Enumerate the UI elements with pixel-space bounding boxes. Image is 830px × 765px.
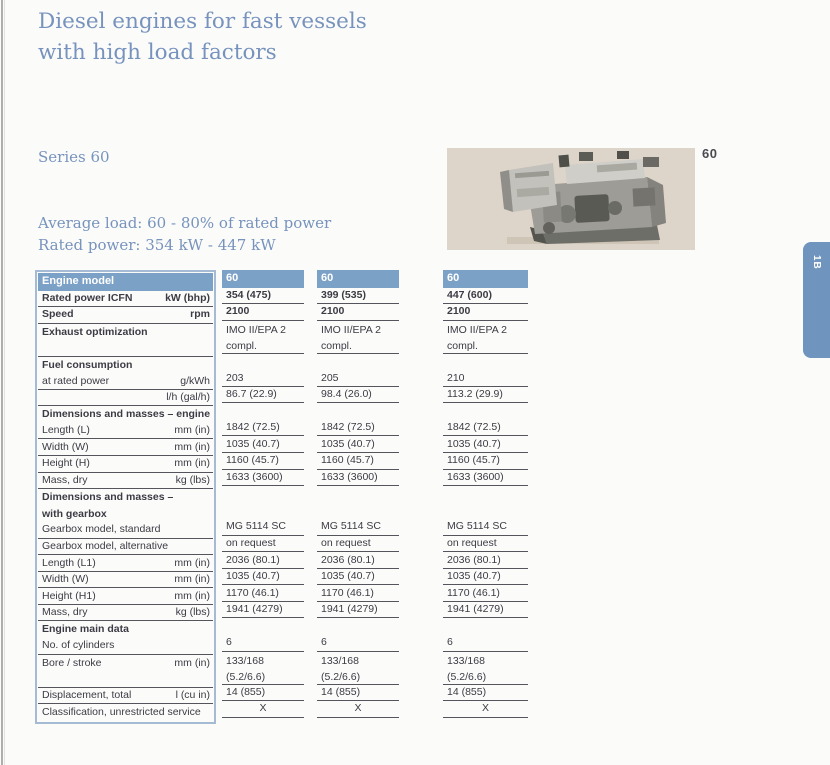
spec-row-unit: mm (in) xyxy=(174,424,210,437)
spec-label-column xyxy=(35,270,216,724)
spec-row-label xyxy=(38,605,213,622)
spec-cell: 1035 (40.7) xyxy=(317,436,399,453)
spec-section-label: Dimensions and masses – engine xyxy=(42,408,211,421)
spec-section-label: with gearbox xyxy=(42,507,107,520)
spec-row-label-text: Height (H) xyxy=(42,457,90,470)
page-left-edge-inner xyxy=(4,0,5,765)
spec-row-label-text: Speed xyxy=(42,308,74,321)
spec-cell: 14 (855) xyxy=(317,685,399,702)
spec-row-unit: mm (in) xyxy=(174,589,210,602)
spec-cell xyxy=(317,321,399,354)
spec-row-label xyxy=(38,588,213,605)
spec-cell-line: IMO II/EPA 2 xyxy=(447,323,507,336)
spec-cell: X xyxy=(222,701,304,718)
spec-row-label-text: Width (W) xyxy=(42,440,89,453)
page-left-edge xyxy=(1,0,3,765)
spec-section-spacer xyxy=(317,618,399,635)
spec-cell: 2036 (80.1) xyxy=(443,552,528,569)
spec-section-label: Dimensions and masses – xyxy=(42,491,174,504)
spec-data-column xyxy=(317,270,399,718)
spec-row-label-text: Displacement, total xyxy=(42,688,132,701)
section-tab xyxy=(803,242,830,358)
spec-cell: on request xyxy=(317,536,399,553)
spec-cell: 1035 (40.7) xyxy=(317,569,399,586)
series-label: Series 60 xyxy=(38,148,110,166)
spec-row-label-text: Exhaust optimization xyxy=(42,325,148,338)
spec-row-label-text: Rated power ICFN xyxy=(42,291,133,304)
spec-section-spacer xyxy=(317,486,399,519)
spec-row-label xyxy=(38,373,213,390)
spec-cell: on request xyxy=(222,536,304,553)
spec-column-header: 60 xyxy=(443,270,528,288)
spec-cell: 210 xyxy=(443,370,528,387)
spec-cell: 6 xyxy=(317,635,399,652)
spec-row-label-text: Length (L1) xyxy=(42,556,96,569)
spec-row-unit: g/kWh xyxy=(180,374,210,387)
spec-row-label xyxy=(38,456,213,473)
spec-row-unit: l/h (gal/h) xyxy=(166,391,210,404)
spec-row-unit: kW (bhp) xyxy=(165,291,210,304)
spec-cell-line: IMO II/EPA 2 xyxy=(226,323,286,336)
spec-row-label xyxy=(38,473,213,490)
spec-cell: 354 (475) xyxy=(222,288,304,305)
spec-cell: 113.2 (29.9) xyxy=(443,387,528,404)
spec-cell-line: (5.2/6.6) xyxy=(447,670,487,683)
spec-cell: X xyxy=(443,701,528,718)
page-title xyxy=(38,6,367,68)
spec-row-label-text: Bore / stroke xyxy=(42,656,102,669)
spec-label-header: Engine model xyxy=(38,273,213,291)
spec-row-unit: rpm xyxy=(190,308,210,321)
spec-cell: 1842 (72.5) xyxy=(317,420,399,437)
spec-cell xyxy=(443,652,528,685)
spec-row-label-text: Mass, dry xyxy=(42,606,88,619)
average-load-text: Average load: 60 - 80% of rated power xyxy=(38,214,332,232)
engine-number-label: 60 xyxy=(702,146,718,161)
spec-cell: 2100 xyxy=(443,304,528,321)
spec-cell-line: compl. xyxy=(321,339,352,352)
spec-cell-line: 133/168 xyxy=(226,654,264,667)
spec-cell-line: 133/168 xyxy=(447,654,485,667)
spec-cell: 1160 (45.7) xyxy=(443,453,528,470)
spec-row-label xyxy=(38,307,213,324)
spec-section-spacer xyxy=(222,403,304,420)
spec-cell: 1941 (4279) xyxy=(317,602,399,619)
page-title-line2: with high load factors xyxy=(38,40,277,65)
spec-cell: 6 xyxy=(222,635,304,652)
spec-cell: 98.4 (26.0) xyxy=(317,387,399,404)
spec-cell xyxy=(222,321,304,354)
spec-cell: 1035 (40.7) xyxy=(443,436,528,453)
spec-cell: 1035 (40.7) xyxy=(222,436,304,453)
spec-cell xyxy=(222,652,304,685)
spec-row-label-text: Length (L) xyxy=(42,424,90,437)
spec-cell: 2100 xyxy=(222,304,304,321)
engine-photo xyxy=(447,148,695,250)
spec-section-spacer xyxy=(222,618,304,635)
spec-row-unit: l (cu in) xyxy=(175,688,210,701)
spec-cell: 1170 (46.1) xyxy=(443,585,528,602)
spec-row-label-text: No. of cylinders xyxy=(42,639,115,652)
spec-cell-line: compl. xyxy=(447,339,478,352)
spec-row-label xyxy=(38,522,213,539)
spec-table xyxy=(35,270,531,719)
spec-section-spacer xyxy=(317,354,399,371)
spec-row-unit: mm (in) xyxy=(174,440,210,453)
spec-section-spacer xyxy=(317,403,399,420)
spec-section-spacer xyxy=(443,618,528,635)
spec-row-label xyxy=(38,324,213,357)
spec-cell: 1842 (72.5) xyxy=(222,420,304,437)
power-summary xyxy=(38,212,331,256)
spec-row-label-text: Height (H1) xyxy=(42,589,96,602)
spec-cell: 1160 (45.7) xyxy=(222,453,304,470)
spec-cell: 86.7 (22.9) xyxy=(222,387,304,404)
spec-cell: 203 xyxy=(222,370,304,387)
spec-row-label xyxy=(38,555,213,572)
spec-cell: 447 (600) xyxy=(443,288,528,305)
spec-row-label xyxy=(38,439,213,456)
spec-row-label-text: Gearbox model, standard xyxy=(42,523,161,536)
spec-section-spacer xyxy=(443,354,528,371)
spec-row-label xyxy=(38,390,213,407)
spec-row-unit: kg (lbs) xyxy=(175,473,210,486)
spec-cell-line: (5.2/6.6) xyxy=(321,670,361,683)
spec-cell: 1633 (3600) xyxy=(222,470,304,487)
spec-cell xyxy=(317,652,399,685)
spec-cell: 1941 (4279) xyxy=(443,602,528,619)
section-tab-label: 1B xyxy=(811,255,822,270)
spec-cell: 1633 (3600) xyxy=(443,470,528,487)
spec-cell: on request xyxy=(443,536,528,553)
spec-cell: 14 (855) xyxy=(222,685,304,702)
spec-cell: 1842 (72.5) xyxy=(443,420,528,437)
spec-row-unit: mm (in) xyxy=(174,573,210,586)
spec-cell: 205 xyxy=(317,370,399,387)
spec-cell: 1170 (46.1) xyxy=(222,585,304,602)
spec-cell xyxy=(443,321,528,354)
spec-row-label-text: Width (W) xyxy=(42,573,89,586)
spec-data-column xyxy=(443,270,528,718)
spec-row-label xyxy=(38,638,213,655)
spec-row-label xyxy=(38,704,213,721)
engine-photo-panel xyxy=(447,148,695,250)
spec-row-label xyxy=(38,688,213,705)
spec-cell: MG 5114 SC xyxy=(443,519,528,536)
spec-row-unit: mm (in) xyxy=(174,457,210,470)
spec-row-label xyxy=(38,291,213,308)
spec-cell: 1941 (4279) xyxy=(222,602,304,619)
spec-cell: 2036 (80.1) xyxy=(317,552,399,569)
spec-cell-line: compl. xyxy=(226,339,257,352)
spec-row-unit: mm (in) xyxy=(174,656,210,669)
spec-cell-line: IMO II/EPA 2 xyxy=(321,323,381,336)
spec-row-label-text: at rated power xyxy=(42,374,110,387)
spec-cell-line: (5.2/6.6) xyxy=(226,670,266,683)
spec-row-unit: mm (in) xyxy=(174,556,210,569)
spec-cell: 1633 (3600) xyxy=(317,470,399,487)
spec-section-spacer xyxy=(443,486,528,519)
spec-row-label-text: Mass, dry xyxy=(42,473,88,486)
spec-section-label: Fuel consumption xyxy=(42,358,133,371)
spec-row-label xyxy=(38,655,213,688)
spec-cell: MG 5114 SC xyxy=(222,519,304,536)
spec-cell: MG 5114 SC xyxy=(317,519,399,536)
spec-section-spacer xyxy=(222,486,304,519)
spec-cell: 14 (855) xyxy=(443,685,528,702)
spec-row-label xyxy=(38,572,213,589)
spec-cell: 2100 xyxy=(317,304,399,321)
spec-section-label: Engine main data xyxy=(42,623,129,636)
spec-row-label xyxy=(38,539,213,556)
spec-cell: 1035 (40.7) xyxy=(443,569,528,586)
spec-cell: 399 (535) xyxy=(317,288,399,305)
spec-row-unit: kg (lbs) xyxy=(175,606,210,619)
spec-column-header: 60 xyxy=(222,270,304,288)
spec-data-column xyxy=(222,270,304,718)
rated-power-text: Rated power: 354 kW - 447 kW xyxy=(38,236,276,254)
spec-section-spacer xyxy=(222,354,304,371)
spec-column-header: 60 xyxy=(317,270,399,288)
page-title-line1: Diesel engines for fast vessels xyxy=(38,9,367,34)
spec-cell-line: 133/168 xyxy=(321,654,359,667)
spec-cell: 1170 (46.1) xyxy=(317,585,399,602)
spec-cell: 2036 (80.1) xyxy=(222,552,304,569)
spec-row-label xyxy=(38,423,213,440)
spec-row-label-text: Gearbox model, alternative xyxy=(42,539,169,552)
spec-cell: 1160 (45.7) xyxy=(317,453,399,470)
spec-cell: 1035 (40.7) xyxy=(222,569,304,586)
spec-row-label-text: Classification, unrestricted service xyxy=(42,705,201,718)
spec-cell: 6 xyxy=(443,635,528,652)
spec-section-spacer xyxy=(443,403,528,420)
spec-cell: X xyxy=(317,701,399,718)
